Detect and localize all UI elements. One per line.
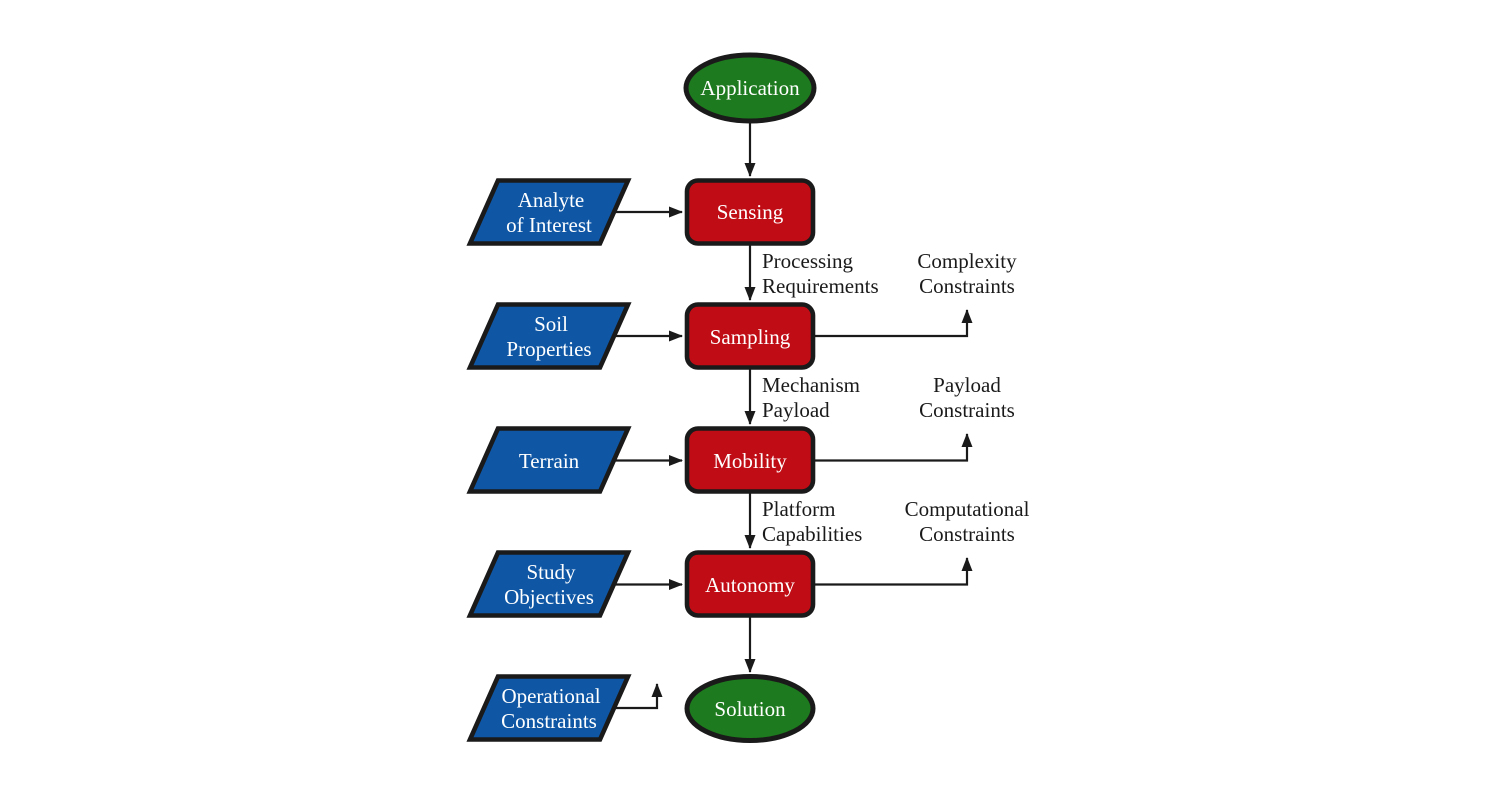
label-processing-requirements-line2: Requirements — [762, 274, 879, 298]
label-complexity-constraints-line2: Constraints — [919, 274, 1015, 298]
node-application-label: Application — [700, 76, 800, 100]
input-soil-label-line1: Soil — [534, 312, 568, 336]
label-platform-capabilities-line2: Capabilities — [762, 522, 863, 546]
node-autonomy-label: Autonomy — [705, 573, 795, 597]
node-mobility-label: Mobility — [713, 449, 787, 473]
input-operational-label-line1: Operational — [501, 684, 601, 708]
node-sensing-label: Sensing — [716, 200, 784, 224]
input-analyte-label-line2: of Interest — [506, 213, 592, 237]
label-complexity-constraints-line1: Complexity — [917, 249, 1017, 273]
edge-mobility-to-payload-constraints — [813, 434, 967, 461]
node-solution-label: Solution — [714, 697, 786, 721]
input-study-label-line1: Study — [526, 560, 576, 584]
edge-autonomy-to-computational-constraints — [813, 558, 967, 585]
label-computational-constraints-line2: Constraints — [919, 522, 1015, 546]
label-mechanism-payload-line2: Payload — [762, 398, 830, 422]
node-sampling-label: Sampling — [709, 325, 791, 349]
edge-sampling-to-complexity-constraints — [813, 310, 967, 336]
label-payload-constraints-line2: Constraints — [919, 398, 1015, 422]
label-computational-constraints-line1: Computational — [904, 497, 1030, 521]
label-payload-constraints-line1: Payload — [933, 373, 1001, 397]
label-platform-capabilities-line1: Platform — [762, 497, 836, 521]
input-soil-label-line2: Properties — [506, 337, 592, 361]
input-operational-label-line2: Constraints — [501, 709, 597, 733]
input-study-label-line2: Objectives — [504, 585, 594, 609]
input-terrain-label: Terrain — [518, 449, 580, 473]
label-processing-requirements-line1: Processing — [762, 249, 853, 273]
input-analyte-label-line1: Analyte — [517, 188, 585, 212]
label-mechanism-payload-line1: Mechanism — [762, 373, 860, 397]
